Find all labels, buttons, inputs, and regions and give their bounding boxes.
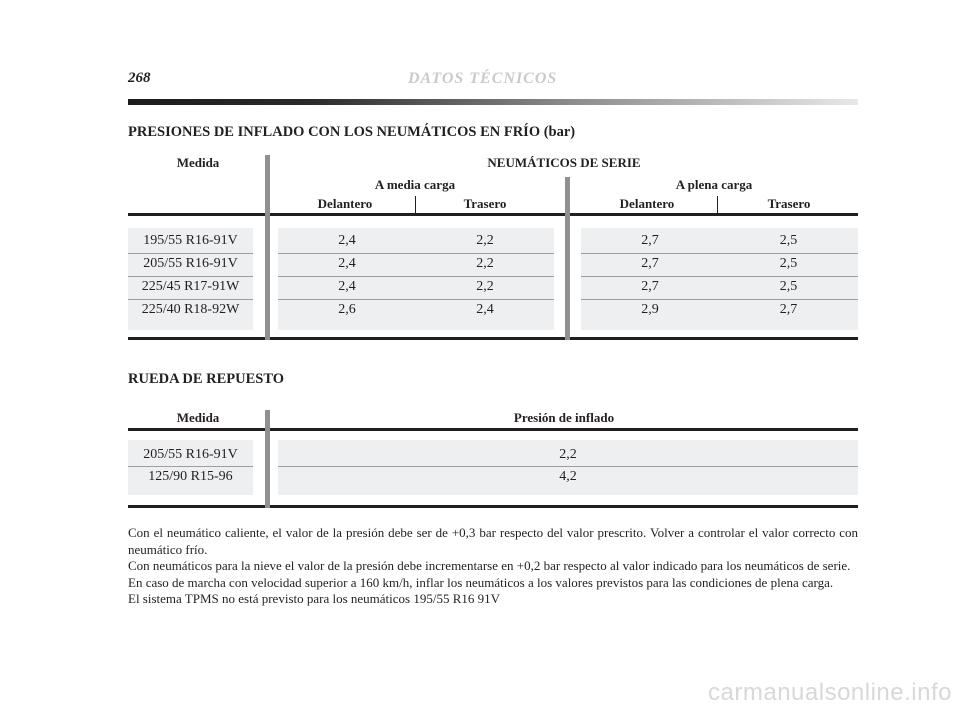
- running-title: DATOS TÉCNICOS: [408, 70, 558, 87]
- full-rear-value: 2,7: [779, 302, 798, 317]
- table1-bottom-rule: [270, 337, 565, 340]
- full-front-value: 2,7: [641, 233, 659, 248]
- table1-divider-main: [265, 155, 270, 340]
- spare-pressure-value: 2,2: [559, 447, 577, 462]
- tire-size-cell: 225/40 R18-92W: [141, 302, 240, 317]
- full-front-value: 2,7: [641, 256, 659, 271]
- full-rear-value: 2,5: [779, 256, 798, 271]
- table1-top-rule: [270, 213, 565, 216]
- spare-pressure-header: Presión de inflado: [513, 410, 615, 425]
- medium-rear-value: 2,2: [476, 233, 494, 248]
- table1-top-rule: [128, 213, 265, 216]
- full-front-header: Delantero: [619, 196, 675, 211]
- table1-top-rule: [570, 213, 858, 216]
- table2-top-rule: [270, 428, 858, 431]
- tire-size-cell: 205/55 R16-91V: [143, 256, 238, 271]
- medida-header: Medida: [176, 155, 220, 170]
- table2-bottom-rule: [270, 505, 858, 508]
- header-rule: [128, 99, 858, 105]
- tire-size-cell: 195/55 R16-91V: [143, 233, 238, 248]
- series-tires-header: NEUMÁTICOS DE SERIE: [487, 155, 641, 170]
- note-hot-tire: Con el neumático caliente, el valor de la presión debe ser de +0,3 bar respecto del valor prescrito. Volver a controlar el valor correcto con neumático frío.: [128, 525, 858, 557]
- medium-front-value: 2,4: [338, 279, 356, 294]
- spare-size-cell: 125/90 R15-96: [148, 469, 233, 484]
- medium-front-value: 2,4: [338, 256, 356, 271]
- medium-rear-value: 2,2: [476, 256, 494, 271]
- table2-divider: [265, 410, 270, 508]
- spare-pressure-value: 4,2: [559, 469, 577, 484]
- medium-front-header: Delantero: [317, 196, 373, 211]
- spare-size-cell: 205/55 R16-91V: [143, 447, 238, 462]
- medium-rear-header: Trasero: [463, 196, 507, 211]
- table2-top-rule: [128, 428, 265, 431]
- medium-rear-value: 2,4: [476, 302, 494, 317]
- table1-divider-load: [565, 177, 570, 340]
- medium-load-header: A media carga: [374, 177, 456, 192]
- full-front-value: 2,7: [641, 279, 659, 294]
- note-tpms: El sistema TPMS no está previsto para los neumáticos 195/55 R16 91V: [128, 591, 501, 607]
- tire-size-cell: 225/45 R17-91W: [141, 279, 240, 294]
- table2-bottom-rule: [128, 505, 265, 508]
- note-snow-tires: Con neumáticos para la nieve el valor de la presión debe incrementarse en +0,2 bar respecto al valor indicado para los neumáticos de serie.: [128, 558, 851, 574]
- spare-wheel-title: RUEDA DE REPUESTO: [128, 371, 285, 387]
- full-load-header: A plena carga: [675, 177, 753, 192]
- inflation-pressures-title: PRESIONES DE INFLADO CON LOS NEUMÁTICOS EN FRÍO (bar): [128, 124, 576, 140]
- notes-block: [128, 525, 858, 608]
- table1-bottom-rule: [128, 337, 265, 340]
- medium-subcol-divider: [415, 196, 416, 214]
- table1-bottom-rule: [570, 337, 858, 340]
- full-rear-value: 2,5: [779, 233, 798, 248]
- full-rear-header: Trasero: [767, 196, 811, 211]
- full-front-value: 2,9: [641, 302, 659, 317]
- note-high-speed: En caso de marcha con velocidad superior a 160 km/h, inflar los neumáticos a los valores previstos para las condiciones de plena carga.: [128, 574, 834, 590]
- medium-front-value: 2,4: [338, 233, 356, 248]
- medium-front-value: 2,6: [338, 302, 356, 317]
- watermark: carmanualsonline.info: [708, 679, 952, 706]
- full-subcol-divider: [717, 196, 718, 214]
- full-rear-value: 2,5: [779, 279, 798, 294]
- page-number: 268: [128, 70, 151, 86]
- spare-medida-header: Medida: [176, 410, 220, 425]
- medium-rear-value: 2,2: [476, 279, 494, 294]
